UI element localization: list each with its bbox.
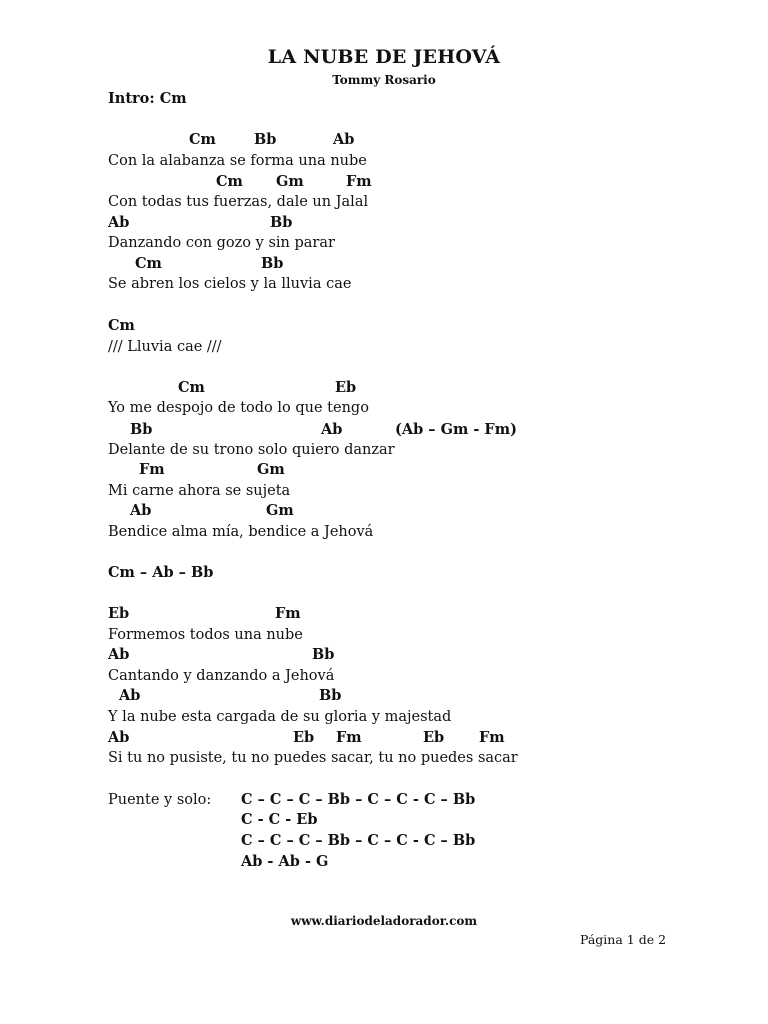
chord: Bb [254,131,277,148]
interlude-line: Cm – Ab – Bb [108,564,214,581]
chord: Gm [257,461,285,478]
puente-chords: C – C – C – Bb – C – C - C – Bb [241,791,476,808]
lyric-line: Delante de su trono solo quiero danzar [108,442,395,458]
chord: Eb [335,379,357,396]
chord-row [108,604,608,624]
chord: Fm [275,605,301,622]
chord-row [108,420,628,440]
chord: Eb [108,605,130,622]
chord: Bb [270,214,293,231]
lyric-line: Con la alabanza se forma una nube [108,153,367,169]
lyric-line: /// Lluvia cae /// [108,339,222,355]
chord: Eb [293,729,315,746]
chord: Bb [261,255,284,272]
chord: Fm [336,729,362,746]
chord: Gm [266,502,294,519]
chord: Ab [321,421,343,438]
chord: Ab [108,729,130,746]
chord: Ab [130,502,152,519]
song-title: LA NUBE DE JEHOVÁ [267,46,501,68]
puente-chords: C – C – C – Bb – C – C - C – Bb [241,832,476,849]
chord: Eb [423,729,445,746]
chord-row [108,172,608,192]
lyric-line: Con todas tus fuerzas, dale un Jalal [108,194,369,210]
chord-row [108,501,608,521]
lyric-line: Y la nube esta cargada de su gloria y majestad [108,709,452,725]
chord-row: Cm [108,317,135,334]
chord: Ab [108,214,130,231]
lyric-line: Se abren los cielos y la lluvia cae [108,276,352,292]
song-author: Tommy Rosario [332,73,436,87]
chord: Ab [119,687,141,704]
chord: Fm [346,173,372,190]
chord-row [108,378,608,398]
chord: Ab [333,131,355,148]
chord: Bb [312,646,335,663]
chord: Cm [178,379,205,396]
puente-label: Puente y solo: [108,792,212,808]
chord: Fm [139,461,165,478]
lyric-line: Cantando y danzando a Jehová [108,668,335,684]
chord: Ab [108,646,130,663]
chord: Gm [276,173,304,190]
lyric-line: Yo me despojo de todo lo que tengo [108,400,369,416]
footer-website: www.diariodeladorador.com [290,914,478,928]
page-number: Página 1 de 2 [580,932,667,947]
lyric-line: Danzando con gozo y sin parar [108,235,335,251]
lyric-line: Formemos todos una nube [108,627,303,643]
chord-row [108,728,628,748]
chord-row [108,686,608,706]
intro-line: Intro: Cm [108,90,187,107]
puente-chords: Ab - Ab - G [241,853,329,870]
chord-row [108,645,608,665]
puente-chords: C - C - Eb [241,811,318,828]
lyric-line: Mi carne ahora se sujeta [108,483,291,499]
chord-row [108,254,608,274]
chord: Fm [479,729,505,746]
chord-row [108,130,608,150]
lyric-line: Bendice alma mía, bendice a Jehová [108,524,374,540]
lyric-line: Si tu no pusiste, tu no puedes sacar, tu no puedes sacar [108,750,518,766]
chord: Bb [319,687,342,704]
chord: (Ab – Gm - Fm) [395,421,517,438]
chord: Cm [189,131,216,148]
chord-row [108,460,608,480]
chord: Cm [216,173,243,190]
chord-row [108,213,608,233]
chord: Cm [135,255,162,272]
chord: Bb [130,421,153,438]
